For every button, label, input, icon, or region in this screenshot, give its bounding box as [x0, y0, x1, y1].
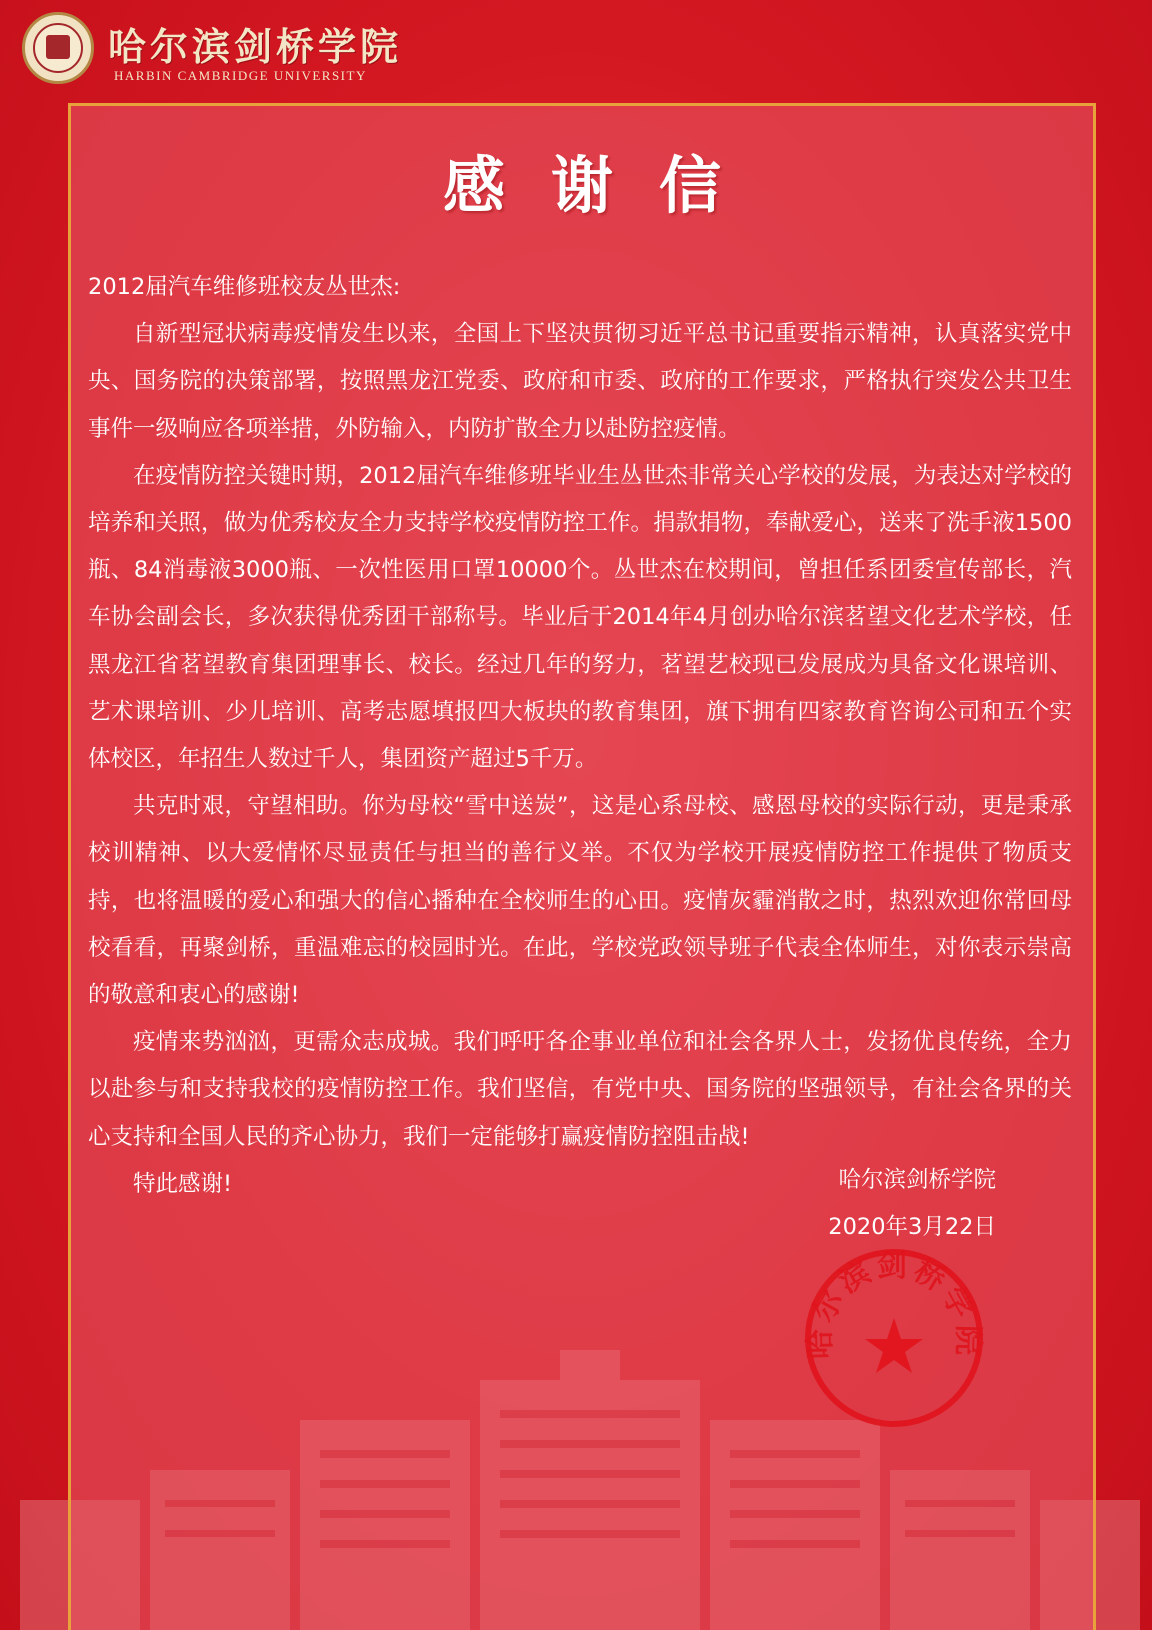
signature-block — [828, 1157, 996, 1251]
letter-title: 感谢信 — [442, 149, 767, 222]
salutation: 2012届汽车维修班校友丛世杰: — [88, 274, 401, 300]
seal-star-icon — [865, 1318, 923, 1373]
signature: 哈尔滨剑桥学院 — [838, 1167, 996, 1193]
paragraph-1: 自新型冠状病毒疫情发生以来，全国上下坚决贯彻习近平总书记重要指示精神，认真落实党中央、国务院的决策部署，按照黑龙江党委、政府和市委、政府的工作要求，严格执行突发公共卫生事件一级响应各项举措，外防输入，内防扩散全力以赴防控疫情。 — [88, 321, 1072, 442]
date: 2020年3月22日 — [828, 1214, 996, 1240]
svg-text:哈尔滨剑桥学院: 哈尔滨剑桥学院 — [802, 1249, 986, 1360]
school-name-cn: 哈尔滨剑桥学院 — [108, 24, 403, 69]
school-emblem-icon — [22, 12, 94, 84]
paragraph-4: 疫情来势汹汹，更需众志成城。我们呼吁各企事业单位和社会各界人士，发扬优良传统，全力以赴参与和支持我校的疫情防控工作。我们坚信，有党中央、国务院的坚强领导，有社会各界的关心支持和全国人民的齐心协力，我们一定能够打赢疫情防控阻击战! — [88, 1029, 1072, 1150]
letter-body — [88, 264, 1072, 1208]
closing: 特此感谢! — [133, 1170, 233, 1197]
paragraph-2: 在疫情防控关键时期，2012届汽车维修班毕业生丛世杰非常关心学校的发展，为表达对学校的培养和关照，做为优秀校友全力支持学校疫情防控工作。捐款捐物，奉献爱心，送来了洗手液1500瓶、84消毒液3000瓶、一次性医用口罩10000个。丛世杰在校期间，曾担任系团委宣传部长，汽车协会副会长，多次获得优秀团干部称号。毕业后于2014年4月创办哈尔滨茗望文化艺术学校，任黑龙江省茗望教育集团理事长、校长。经过几年的努力，茗望艺校现已发展成为具备文化课培训、艺术课培训、少儿培训、高考志愿填报四大板块的教育集团，旗下拥有四家教育咨询公司和五个实体校区，年招生人数过千人，集团资产超过5千万。 — [88, 462, 1072, 773]
paragraph-3: 共克时艰，守望相助。你为母校“雪中送炭”，这是心系母校、感恩母校的实际行动，更是秉承校训精神、以大爱情怀尽显责任与担当的善行义举。不仅为学校开展疫情防控工作提供了物质支持，也将温暖的爱心和强大的信心播种在全校师生的心田。疫情灰霾消散之时，热烈欢迎你常回母校看看，再聚剑桥，重温难忘的校园时光。在此，学校党政领导班子代表全体师生，对你表示崇高的敬意和衷心的感谢! — [88, 793, 1072, 1009]
school-name-en: HARBIN CAMBRIDGE UNIVERSITY — [114, 68, 367, 83]
official-seal — [802, 1246, 986, 1430]
school-logo — [22, 12, 402, 88]
